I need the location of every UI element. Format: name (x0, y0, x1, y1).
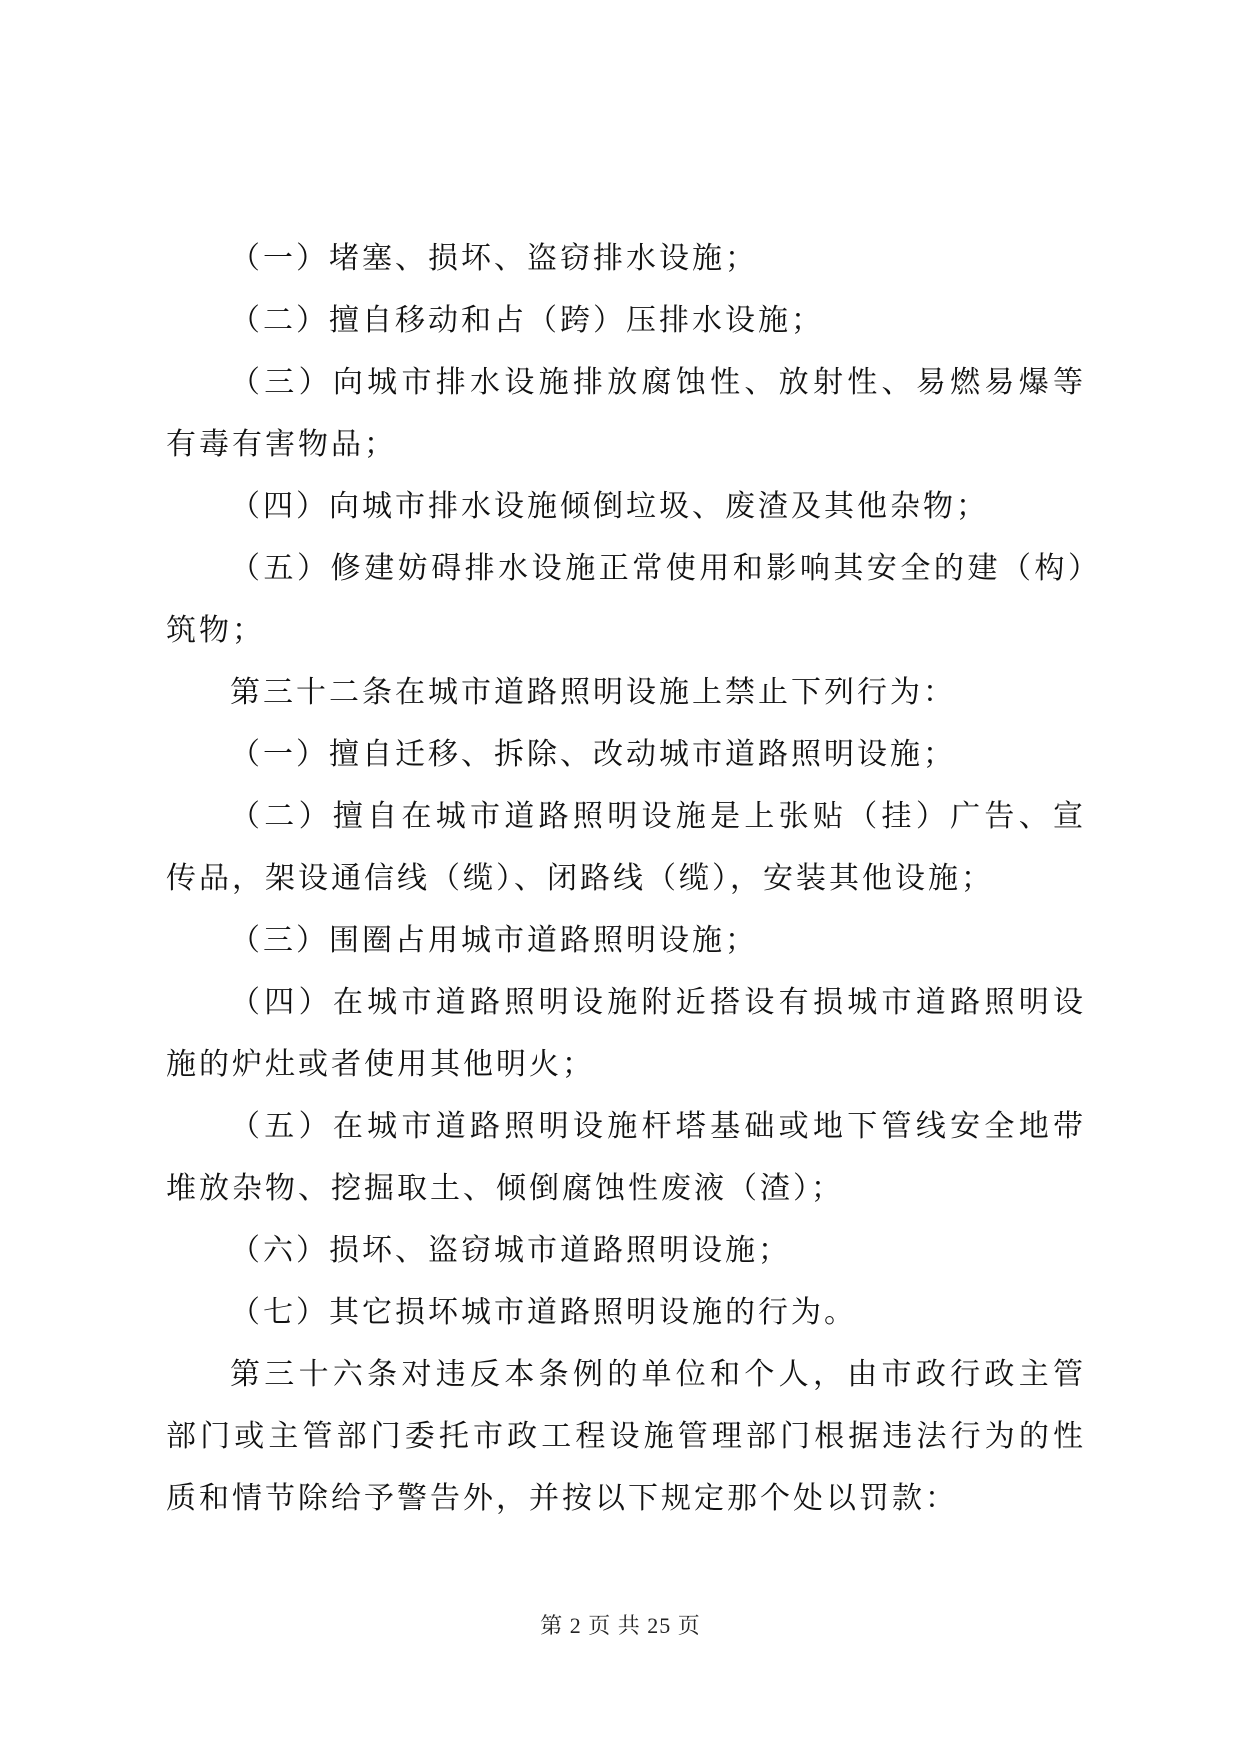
paragraph-drainage-item-3: （三）向城市排水设施排放腐蚀性、放射性、易燃易爆等有毒有害物品； (166, 365, 1086, 462)
paragraph-drainage-item-1: （一）堵塞、损坏、盗窃排水设施； (230, 241, 758, 276)
paragraph-article-36: 第三十六条对违反本条例的单位和个人，由市政行政主管部门或主管部门委托市政工程设施管理部门根据违法行为的性质和情节除给予警告外，并按以下规定那个处以罚款： (166, 1357, 1086, 1516)
page-number-footer: 第 2 页 共 25 页 (540, 1613, 701, 1638)
paragraph-lighting-item-1: （一）擅自迁移、拆除、改动城市道路照明设施； (230, 737, 956, 772)
paragraph-lighting-item-3: （三）围圈占用城市道路照明设施； (230, 923, 758, 958)
paragraph-lighting-item-5: （五）在城市道路照明设施杆塔基础或地下管线安全地带堆放杂物、挖掘取土、倾倒腐蚀性废液（渣）； (166, 1109, 1086, 1206)
paragraph-lighting-item-4: （四）在城市道路照明设施附近搭设有损城市道路照明设施的炉灶或者使用其他明火； (166, 985, 1086, 1082)
paragraph-lighting-item-2: （二）擅自在城市道路照明设施是上张贴（挂）广告、宣传品，架设通信线（缆）、闭路线（缆），安装其他设施； (166, 799, 1086, 896)
paragraph-article-32: 第三十二条在城市道路照明设施上禁止下列行为： (230, 675, 956, 710)
paragraph-lighting-item-7: （七）其它损坏城市道路照明设施的行为。 (230, 1295, 857, 1330)
paragraph-lighting-item-6: （六）损坏、盗窃城市道路照明设施； (230, 1233, 791, 1268)
paragraph-drainage-item-2: （二）擅自移动和占（跨）压排水设施； (230, 303, 824, 338)
paragraph-drainage-item-4: （四）向城市排水设施倾倒垃圾、废渣及其他杂物； (230, 489, 989, 524)
paragraph-drainage-item-5: （五）修建妨碍排水设施正常使用和影响其安全的建（构）筑物； (166, 551, 1086, 648)
document-body (166, 228, 1086, 1530)
